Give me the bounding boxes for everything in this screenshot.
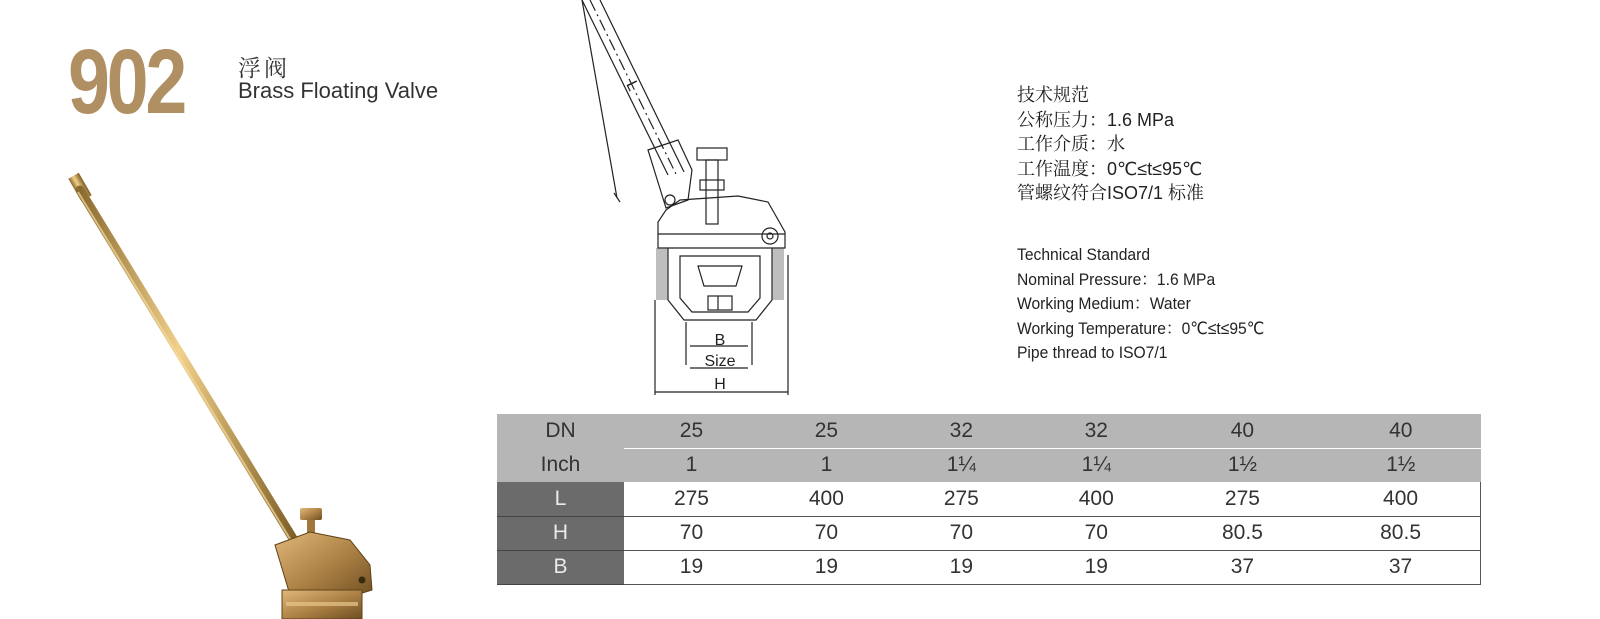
valve-technical-drawing (560, 0, 820, 400)
table-cell: 275 (894, 482, 1029, 516)
table-cell: 25 (624, 414, 759, 448)
spec-title-en: Technical Standard (1017, 245, 1151, 264)
table-cell: 400 (1029, 482, 1164, 516)
spec-thread-en: Pipe thread to ISO7/1 (1017, 343, 1168, 362)
table-row-dn (497, 414, 1481, 448)
table-cell: 400 (759, 482, 894, 516)
spec-block-en (1017, 243, 1264, 366)
product-title-en: Brass Floating Valve (238, 78, 439, 103)
table-cell: 1¼ (894, 448, 1029, 482)
table-cell: 275 (1164, 482, 1321, 516)
table-cell: 19 (759, 550, 894, 584)
spec-block-cn (1017, 83, 1204, 206)
table-cell: 70 (624, 516, 759, 550)
table-cell: 19 (1029, 550, 1164, 584)
table-cell: 25 (759, 414, 894, 448)
dim-label-size: Size (704, 353, 736, 370)
spec-thread-cn: 管螺纹符合ISO7/1 标准 (1017, 183, 1205, 203)
table-row-h (497, 516, 1481, 550)
dimensions-table (497, 414, 1481, 585)
spec-medium-cn: 工作介质：水 (1017, 134, 1125, 154)
table-cell: 37 (1321, 550, 1480, 584)
row-label: B (497, 550, 624, 584)
table-row-l (497, 482, 1481, 516)
spec-temperature-en: Working Temperature：0℃≤t≤95℃ (1017, 318, 1265, 338)
spec-temperature-cn: 工作温度：0℃≤t≤95℃ (1017, 158, 1203, 179)
row-label: Inch (497, 448, 624, 482)
row-label: DN (497, 414, 624, 448)
valve-product-photo (60, 170, 400, 619)
table-cell: 80.5 (1164, 516, 1321, 550)
spec-pressure-cn: 公称压力：1.6 MPa (1017, 109, 1175, 130)
table-cell: 275 (624, 482, 759, 516)
table-cell: 19 (624, 550, 759, 584)
row-label: L (497, 482, 624, 516)
table-cell: 1 (624, 448, 759, 482)
spec-title-cn: 技术规范 (1017, 85, 1089, 105)
dim-label-b: B (714, 332, 726, 349)
model-number: 902 (68, 31, 185, 133)
table-cell: 40 (1164, 414, 1321, 448)
table-cell: 80.5 (1321, 516, 1480, 550)
table-cell: 400 (1321, 482, 1480, 516)
table-row-inch (497, 448, 1481, 482)
table-cell: 70 (894, 516, 1029, 550)
spec-medium-en: Working Medium：Water (1017, 294, 1191, 313)
table-cell: 32 (894, 414, 1029, 448)
row-label: H (497, 516, 624, 550)
spec-pressure-en: Nominal Pressure：1.6 MPa (1017, 269, 1216, 289)
table-cell: 40 (1321, 414, 1480, 448)
dim-label-l: L (622, 78, 642, 94)
product-title-cn: 浮阀 (238, 55, 290, 81)
table-cell: 37 (1164, 550, 1321, 584)
table-cell: 1½ (1321, 448, 1480, 482)
table-row-b (497, 550, 1481, 584)
dim-label-h: H (714, 376, 726, 393)
table-cell: 1¼ (1029, 448, 1164, 482)
table-cell: 1½ (1164, 448, 1321, 482)
table-cell: 19 (894, 550, 1029, 584)
table-cell: 32 (1029, 414, 1164, 448)
table-cell: 70 (1029, 516, 1164, 550)
table-cell: 1 (759, 448, 894, 482)
table-cell: 70 (759, 516, 894, 550)
